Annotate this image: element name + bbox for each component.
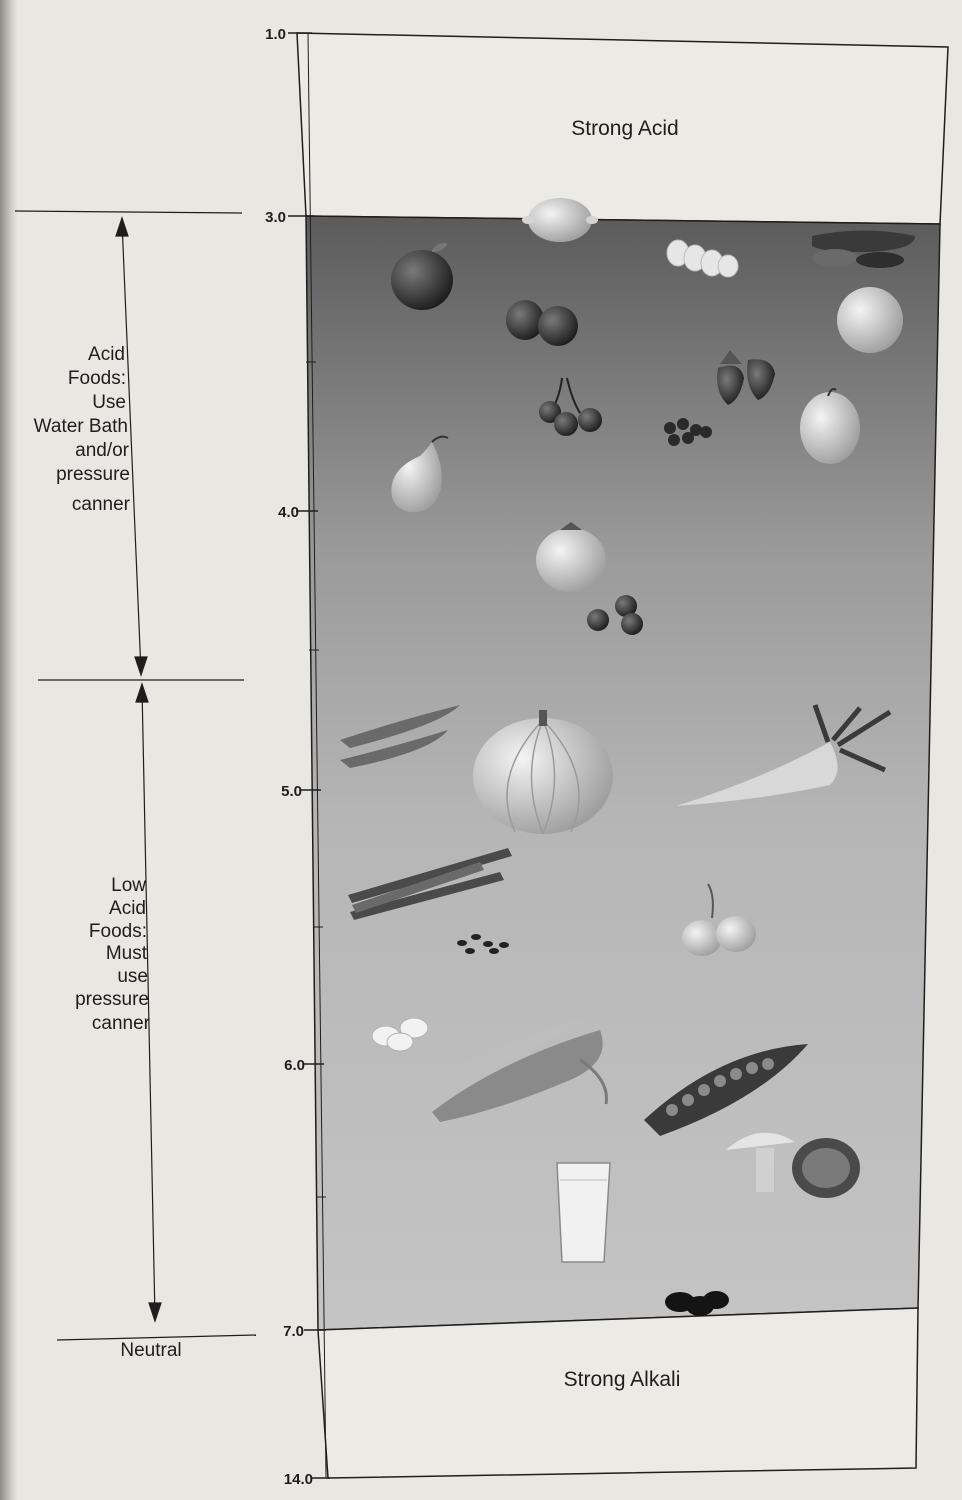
tick-label-14: 14.0 (283, 1471, 313, 1488)
tick-label-3: 3.0 (265, 209, 286, 226)
acid-foods-line-7: canner (71, 494, 130, 515)
acid-foods-line-3: Use (92, 392, 126, 413)
strong-alkali-zone (318, 1308, 918, 1478)
strong-alkali-label: Strong Alkali (563, 1368, 681, 1391)
low-acid-foods-line-5: use (117, 966, 148, 987)
acid-foods-line-6: pressure (56, 464, 130, 485)
acid-foods-line-4: Water Bath (33, 416, 128, 437)
milk-glass-icon (557, 1163, 610, 1262)
tick-label-1: 1.0 (265, 26, 286, 43)
tick-label-7: 7.0 (283, 1323, 304, 1340)
acid-foods-label (34, 344, 131, 515)
tick-label-5: 5.0 (281, 783, 302, 800)
strong-acid-label: Strong Acid (571, 117, 679, 140)
low-acid-foods-line-1: Low (111, 875, 146, 896)
orange-icon (837, 287, 903, 353)
acid-foods-line-2: Foods: (67, 368, 126, 389)
low-acid-foods-line-4: Must (105, 943, 147, 964)
tick-14 (284, 1471, 330, 1488)
tick-label-4: 4.0 (278, 504, 299, 521)
neutral-label: Neutral (120, 1340, 182, 1361)
acid-foods-line-1: Acid (88, 344, 125, 365)
low-acid-foods-line-7: canner (91, 1013, 150, 1034)
low-acid-foods-line-3: Foods: (88, 921, 147, 942)
tick-label-6: 6.0 (284, 1057, 305, 1074)
low-acid-foods-line-6: pressure (75, 989, 149, 1010)
acid-top-divider (15, 211, 242, 213)
acid-foods-line-5: and/or (75, 440, 129, 461)
low-acid-foods-line-2: Acid (109, 898, 146, 919)
low-acid-foods-label (75, 875, 151, 1034)
